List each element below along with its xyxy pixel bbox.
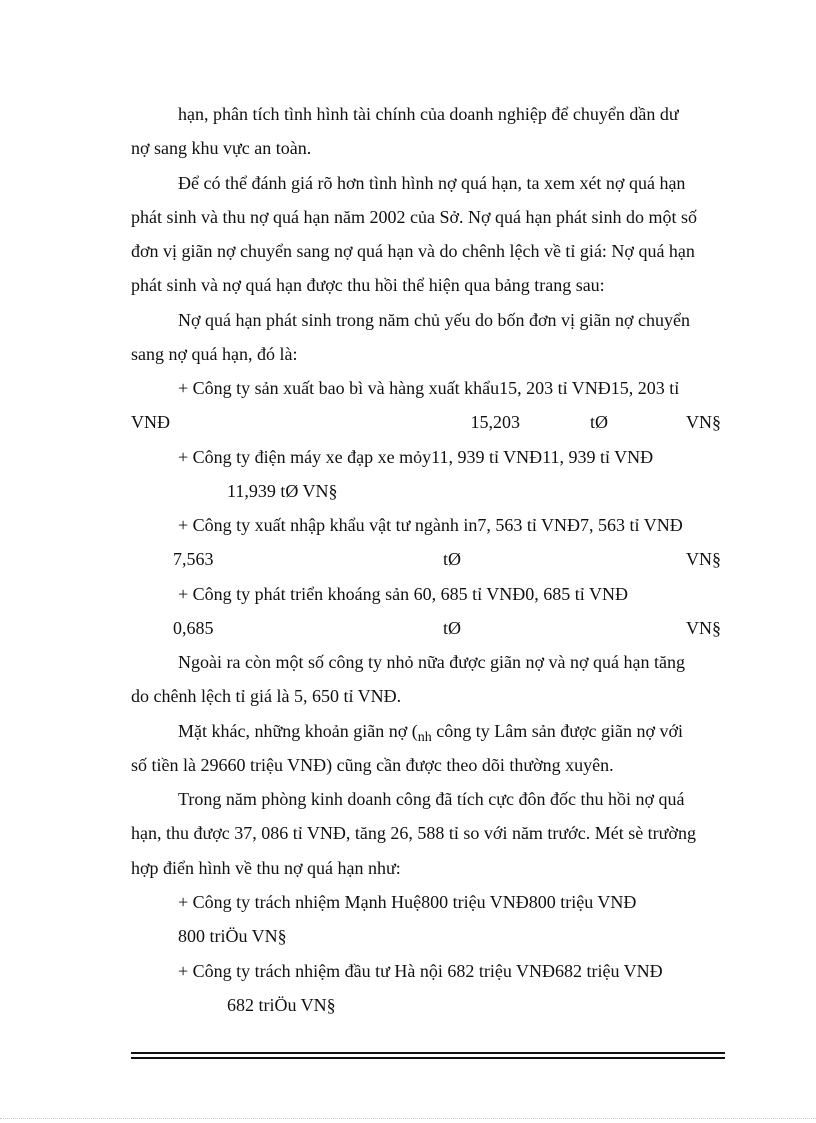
footer-rule-top bbox=[131, 1052, 725, 1054]
amount-cell: VNĐ bbox=[131, 412, 170, 432]
text-fragment: Mặt khác, những khoản giãn nợ ( bbox=[178, 721, 418, 741]
paragraph-line: phát sinh và thu nợ quá hạn năm 2002 của Sở. Nợ quá hạn phát sinh do một số bbox=[131, 207, 697, 227]
amount-cell: 7,563 bbox=[173, 549, 214, 569]
paragraph-line: số tiền là 29660 triệu VNĐ) cũng cần được theo dõi thường xuyên. bbox=[131, 755, 614, 775]
paragraph-line: Để có thể đánh giá rõ hơn tình hình nợ quá hạn, ta xem xét nợ quá hạn bbox=[178, 173, 686, 193]
paragraph-line: Trong năm phòng kinh doanh công đã tích cực đôn đốc thu hồi nợ quá bbox=[178, 789, 685, 809]
amount-row: 682 triÖu VN§ bbox=[227, 995, 336, 1015]
amount-cell: tØ bbox=[443, 618, 461, 638]
paragraph-line: phát sinh và nợ quá hạn được thu hồi thể hiện qua bảng trang sau: bbox=[131, 275, 605, 295]
list-item: + Công ty phát triển khoáng sản 60, 685 tỉ VNĐ0, 685 tỉ VNĐ bbox=[178, 584, 628, 604]
paragraph-line: nợ sang khu vực an toàn. bbox=[131, 138, 312, 158]
paragraph-line: hạn, thu được 37, 086 tỉ VNĐ, tăng 26, 588 tỉ so với năm trước. Mét sè trường bbox=[131, 823, 696, 843]
amount-cell: tØ bbox=[443, 549, 461, 569]
amount-cell: VN§ bbox=[686, 412, 721, 432]
amount-cell: VN§ bbox=[686, 549, 721, 569]
subscript-fragment: nh bbox=[417, 730, 432, 745]
list-item: + Công ty sản xuất bao bì và hàng xuất khẩu15, 203 tỉ VNĐ15, 203 tỉ bbox=[178, 378, 680, 398]
amount-cell: 0,685 bbox=[173, 618, 214, 638]
paragraph-line: hạn, phân tích tình hình tài chính của doanh nghiệp để chuyển dần dư bbox=[178, 104, 679, 124]
footer-rule-bottom bbox=[131, 1057, 725, 1059]
page-edge-dotted-line bbox=[0, 1118, 816, 1119]
amount-cell: VN§ bbox=[686, 618, 721, 638]
paragraph-line: Ngoài ra còn một số công ty nhỏ nữa được giãn nợ và nợ quá hạn tăng bbox=[178, 652, 685, 672]
paragraph-line: sang nợ quá hạn, đó là: bbox=[131, 344, 298, 364]
paragraph-line: do chênh lệch tỉ giá là 5, 650 tỉ VNĐ. bbox=[131, 686, 402, 706]
amount-row: 800 triÖu VN§ bbox=[178, 926, 287, 946]
list-item: + Công ty xuất nhập khẩu vật tư ngành in7, 563 tỉ VNĐ7, 563 tỉ VNĐ bbox=[178, 515, 683, 535]
amount-cell: tØ bbox=[590, 412, 608, 432]
list-item: + Công ty trách nhiệm Mạnh Huệ800 triệu VNĐ800 triệu VNĐ bbox=[178, 892, 637, 912]
paragraph-line: đơn vị giãn nợ chuyển sang nợ quá hạn và do chênh lệch về tỉ giá: Nợ quá hạn bbox=[131, 241, 695, 261]
paragraph-line bbox=[178, 720, 683, 745]
list-item: + Công ty điện máy xe đạp xe mỏy11, 939 tỉ VNĐ11, 939 tỉ VNĐ bbox=[178, 447, 654, 467]
amount-cell: 15,203 bbox=[470, 412, 520, 432]
paragraph-line: hợp điển hình về thu nợ quá hạn như: bbox=[131, 858, 401, 878]
amount-row bbox=[131, 411, 721, 433]
text-fragment: công ty Lâm sản được giãn nợ với bbox=[431, 721, 683, 741]
list-item: + Công ty trách nhiệm đầu tư Hà nội 682 triệu VNĐ682 triệu VNĐ bbox=[178, 961, 663, 981]
amount-row: 11,939 tØ VN§ bbox=[227, 481, 338, 501]
paragraph-line: Nợ quá hạn phát sinh trong năm chủ yếu do bốn đơn vị giãn nợ chuyển bbox=[178, 310, 690, 330]
